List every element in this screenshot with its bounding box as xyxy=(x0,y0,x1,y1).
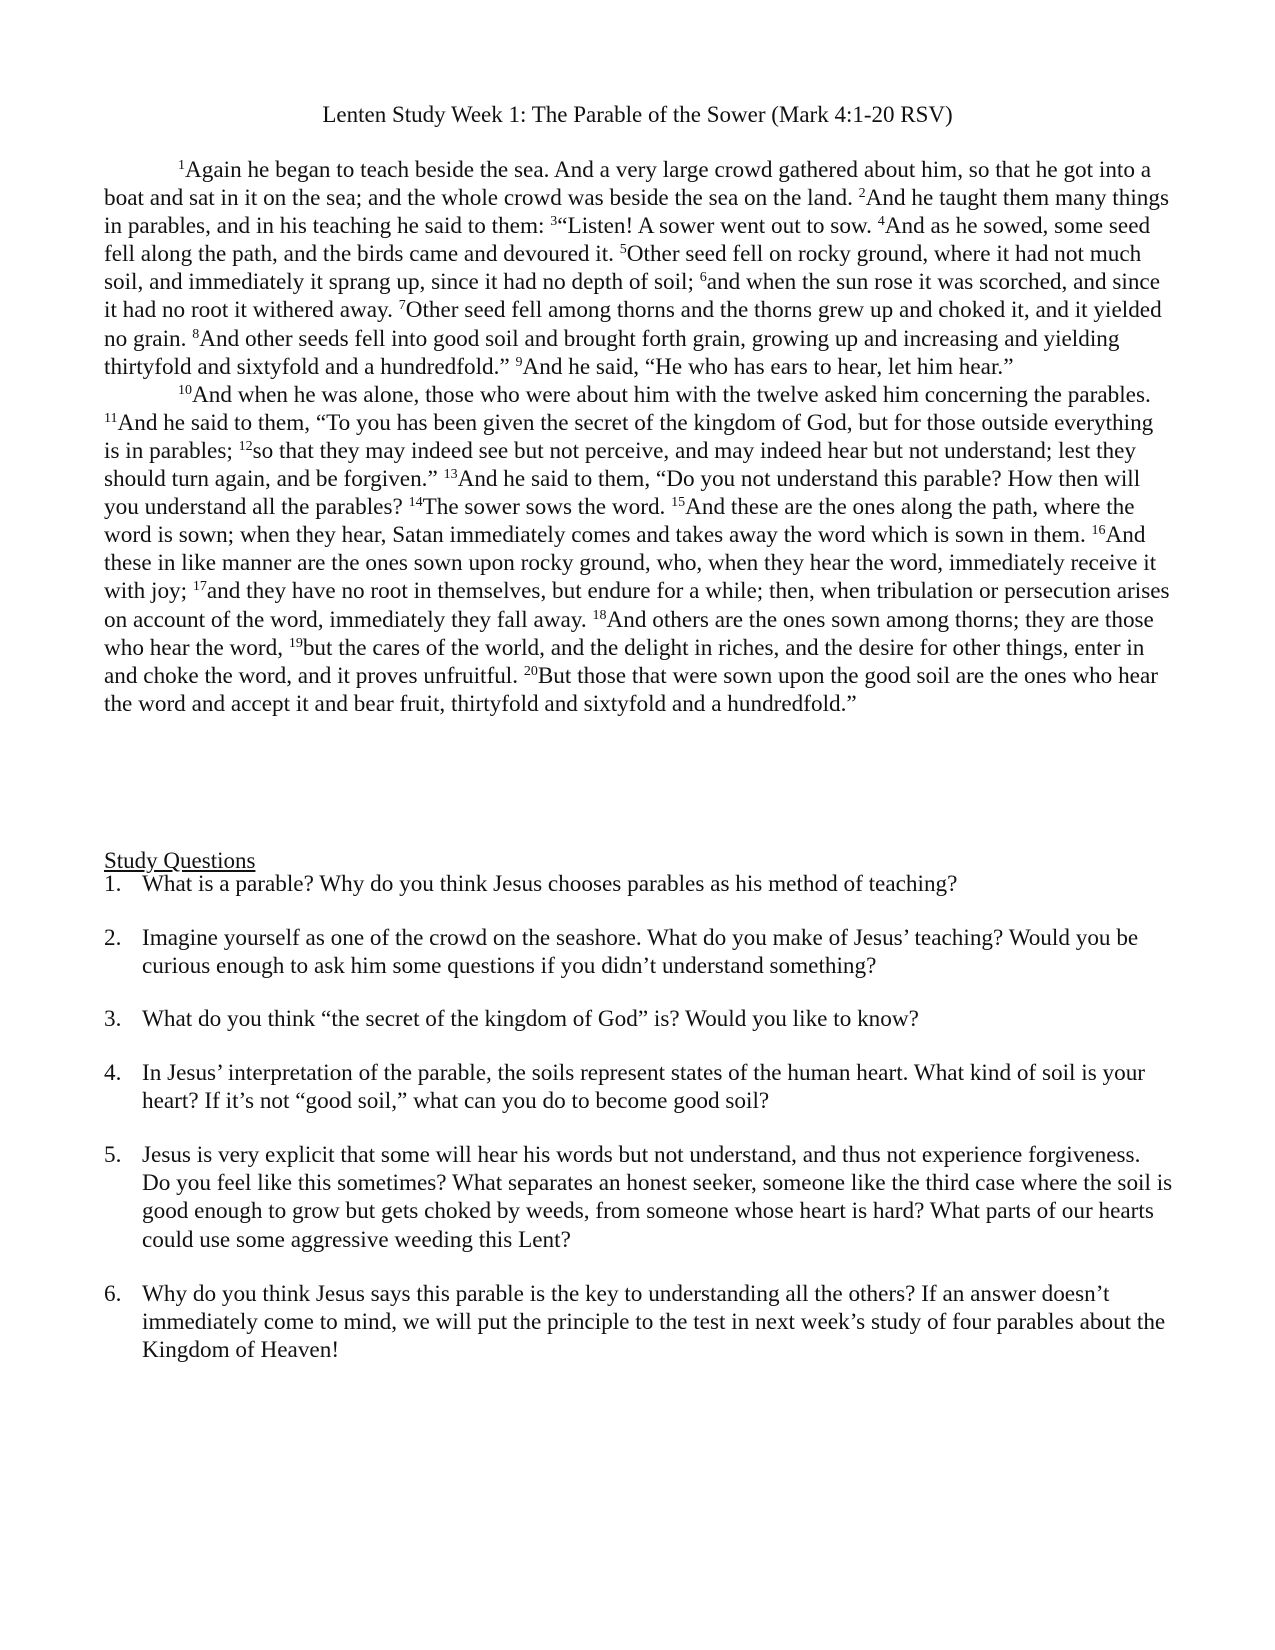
question-item xyxy=(104,870,1174,898)
verse-text: And he said to them, “Do you not understand this parable? How then will you understand all the parables? xyxy=(104,466,1141,521)
verse-text: Other seed fell on rocky ground, where it had not much soil, and immediately it sprang up, since it had no depth of soil; xyxy=(104,241,1142,296)
verse-number: 18 xyxy=(592,607,607,623)
verse-text: And he said to them, “To you has been given the secret of the kingdom of God, but for those outside everything is in parables; xyxy=(104,409,1154,464)
verse-text: The sower sows the word. xyxy=(422,494,672,521)
verse-number: 14 xyxy=(408,495,423,511)
verse-text: But those that were sown upon the good soil are the ones who hear the word and accept it and bear fruit, thirtyfold and sixtyfold and a hundredfold.” xyxy=(104,662,1158,717)
verse-number: 19 xyxy=(288,635,303,651)
verse-number: 8 xyxy=(192,326,200,342)
verse-text: but the cares of the world, and the delight in riches, and the desire for other things, enter in and choke the word, and it proves unfruitful. xyxy=(104,634,1145,689)
question-number: 3. xyxy=(104,1006,122,1032)
verse-number: 17 xyxy=(192,579,207,595)
question-item xyxy=(104,1005,1174,1033)
verse-number: 3 xyxy=(550,214,558,230)
verse-number: 15 xyxy=(671,495,686,511)
question-number: 5. xyxy=(104,1142,122,1168)
verse-number: 20 xyxy=(523,663,538,679)
page-title: Lenten Study Week 1: The Parable of the Sower (Mark 4:1-20 RSV) xyxy=(322,102,953,127)
verse-number: 16 xyxy=(1091,523,1106,539)
question-item xyxy=(104,924,1174,980)
question-number: 1. xyxy=(104,871,122,897)
verse-number: 1 xyxy=(178,158,185,173)
question-item xyxy=(104,1141,1174,1254)
passage-paragraph-2 xyxy=(104,381,1174,718)
question-number: 2. xyxy=(104,925,122,951)
verse-text: And as he sowed, some seed fell along the path, and the birds came and devoured it. xyxy=(104,213,1151,268)
verse-number: 12 xyxy=(238,438,253,454)
verse-text: “Listen! A sower went out to sow. xyxy=(557,213,878,240)
question-item xyxy=(104,1059,1174,1115)
question-text: What is a parable? Why do you think Jesus chooses parables as his method of teaching? xyxy=(142,871,958,897)
verse-number: 11 xyxy=(104,410,118,426)
verse-text: and when the sun rose it was scorched, and since it had no root it withered away. xyxy=(104,269,1161,324)
verse-text: And he taught them many things in parables, and in his teaching he said to them: xyxy=(104,185,1170,240)
question-text: In Jesus’ interpretation of the parable, the soils represent states of the human heart. What kind of soil is your heart? If it’s not “good soil,” what can you do to become good soil? xyxy=(142,1060,1146,1115)
verse-text: And these are the ones along the path, where the word is sown; when they hear, Satan immediately comes and takes away the word which is sown in them. xyxy=(104,494,1135,549)
question-number: 6. xyxy=(104,1281,122,1307)
study-questions-heading: Study Questions xyxy=(104,848,256,873)
verse-number: 6 xyxy=(699,270,707,286)
verse-number: 7 xyxy=(398,298,406,314)
question-text: Why do you think Jesus says this parable is the key to understanding all the others? If an answer doesn’t immediately come to mind, we will put the principle to the test in next week’s study of four parables about the Kingdom of Heaven! xyxy=(142,1281,1166,1364)
verse-text: And these in like manner are the ones sown upon rocky ground, who, when they hear the word, immediately receive it with joy; xyxy=(104,522,1157,605)
verse-number: 13 xyxy=(443,467,458,483)
verse-number: 4 xyxy=(877,214,885,230)
question-text: Imagine yourself as one of the crowd on the seashore. What do you make of Jesus’ teaching? Would you be curious enough to ask him some questions if you didn’t understand something? xyxy=(142,925,1139,980)
verse-text: And others are the ones sown among thorns; they are those who hear the word, xyxy=(104,606,1154,661)
scripture-passage xyxy=(104,156,1174,718)
question-text: What do you think “the secret of the kingdom of God” is? Would you like to know? xyxy=(142,1006,919,1032)
verse-number: 5 xyxy=(619,242,627,258)
verse-text: And when he was alone, those who were about him with the twelve asked him concerning the parables. xyxy=(192,381,1151,408)
verse-number: 10 xyxy=(178,382,192,398)
verse-number: 9 xyxy=(515,354,523,370)
question-text: Jesus is very explicit that some will hear his words but not understand, and thus not experience forgiveness. Do you feel like this sometimes? What separates an honest seeker, someone like the third case where the soil is good enough to grow but gets choked by weeds, from someone whose heart is hard? What parts of our hearts could use some aggressive weeding this Lent? xyxy=(142,1142,1173,1253)
verse-text: Again he began to teach beside the sea. And a very large crowd gathered about him, so that he got into a boat and sat in it on the sea; and the whole crowd was beside the sea on the land. xyxy=(104,157,1152,212)
verse-text: and they have no root in themselves, but endure for a while; then, when tribulation or persecution arises on account of the word, immediately they fall away. xyxy=(104,578,1170,633)
question-item xyxy=(104,1280,1174,1365)
verse-text: And he said, “He who has ears to hear, let him hear.” xyxy=(522,353,1014,380)
verse-text: so that they may indeed see but not perceive, and may indeed hear but not understand; lest they should turn again, and be forgiven.” xyxy=(104,437,1137,493)
verse-number: 2 xyxy=(858,186,866,202)
question-number: 4. xyxy=(104,1060,122,1086)
passage-paragraph-1 xyxy=(104,156,1174,381)
verse-text: And other seeds fell into good soil and brought forth grain, growing up and increasing and yielding thirtyfold and sixtyfold and a hundredfold.” xyxy=(104,325,1120,380)
verse-text: Other seed fell among thorns and the thorns grew up and choked it, and it yielded no grain. xyxy=(104,297,1162,352)
